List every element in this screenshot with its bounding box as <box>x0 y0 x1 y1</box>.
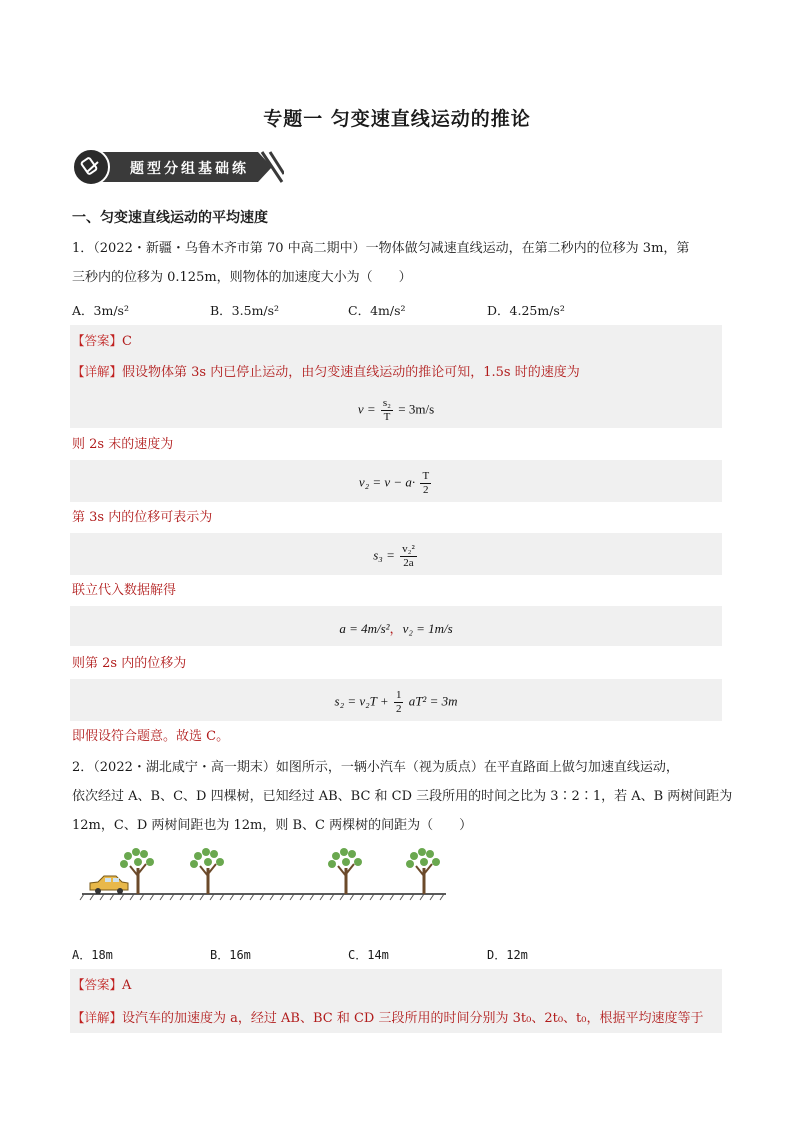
eq5-rhs: aT² = 3m <box>408 693 458 709</box>
eq1-lhs: v = <box>357 401 376 417</box>
eq3-den: 2a <box>403 557 414 569</box>
eq2-den: 2 <box>423 484 429 496</box>
eq4-sep: ， <box>389 621 403 636</box>
equation-5 <box>70 689 722 716</box>
q2-option-b: B．16m <box>210 948 251 962</box>
eq3-lhs: s₃ = <box>373 547 395 563</box>
q2-stem-line2: 依次经过 A、B、C、D 四棵树，已知经过 AB、BC 和 CD 三段所用的时间之比为 3∶2∶1，若 A、B 两树间距为 <box>72 789 733 804</box>
eq1-fraction <box>381 397 393 424</box>
q2-option-a: A．18m <box>72 948 113 962</box>
q1-step-4: 则第 2s 内的位移为 <box>72 656 187 671</box>
q1-step-1: 则 2s 末的速度为 <box>72 437 174 452</box>
q1-conclusion: 即假设符合题意。故选 C。 <box>72 729 230 744</box>
q2-figure <box>78 842 450 904</box>
q1-option-c: C．4m/s² <box>348 303 406 318</box>
detail-tag: 【详解】 <box>72 1010 123 1025</box>
answer-value: A <box>122 978 132 993</box>
q2-answer <box>72 975 131 996</box>
eq5-fraction <box>394 689 404 716</box>
equation-1 <box>70 397 722 424</box>
eq1-rhs: = 3m/s <box>398 401 435 417</box>
eq2-fraction <box>420 470 431 497</box>
tree-d-icon <box>406 848 440 894</box>
q1-stem-line2: 三秒内的位移为 0.125m，则物体的加速度大小为（ ） <box>72 270 412 285</box>
section-heading: 一、匀变速直线运动的平均速度 <box>72 210 268 226</box>
q1-stem-line1: 1．（2022・新疆・乌鲁木齐市第 70 中高二期中）一物体做匀减速直线运动，在第二秒内的位移为 3m，第 <box>72 241 690 256</box>
eq3-fraction <box>400 543 417 570</box>
eq4-part1: a = 4m/s² <box>339 621 390 636</box>
q2-stem-line3: 12m，C、D 两树间距也为 12m，则 B、C 两棵树的间距为（ ） <box>72 818 473 833</box>
q1-step-3: 联立代入数据解得 <box>72 583 177 598</box>
eq2-lhs: v₂ = v − a· <box>358 474 416 490</box>
answer-tag: 【答案】 <box>72 977 123 992</box>
answer-tag: 【答案】 <box>72 333 123 348</box>
eq1-den: T <box>383 411 391 423</box>
road-figure <box>78 842 450 904</box>
q2-option-c: C．14m <box>348 948 389 962</box>
q1-option-a: A．3m/s² <box>72 303 129 318</box>
detail-tag: 【详解】 <box>72 364 123 379</box>
equation-3 <box>70 543 722 570</box>
equation-2 <box>70 470 722 497</box>
car-icon <box>90 876 128 894</box>
eq4-part2: v₂ = 1m/s <box>402 621 453 636</box>
page-title: 专题一 匀变速直线运动的推论 <box>263 108 531 130</box>
q2-detail <box>72 1008 703 1029</box>
q2-stem-line1: 2．（2022・湖北咸宁・高一期末）如图所示，一辆小汽车（视为质点）在平直路面上做匀加速直线运动， <box>72 760 679 775</box>
equation-4 <box>70 618 722 637</box>
section-banner <box>72 148 284 186</box>
q1-option-b: B．3.5m/s² <box>210 303 280 318</box>
banner-label: 题型分组基础练 <box>130 161 249 177</box>
q2-option-d: D．12m <box>487 948 528 962</box>
eq1-num: s₂ <box>382 397 392 409</box>
eq5-lhs: s₂ = v₂T + <box>334 693 389 709</box>
q1-option-d: D．4.25m/s² <box>487 303 565 318</box>
eq2-num: T <box>422 470 430 482</box>
tree-b-icon <box>190 848 224 894</box>
road-hatching <box>80 894 444 900</box>
eq5-den: 2 <box>395 703 402 715</box>
tree-c-icon <box>328 848 362 894</box>
eq5-num: 1 <box>395 689 402 701</box>
q1-step-2: 第 3s 内的位移可表示为 <box>72 510 213 525</box>
q1-answer <box>72 331 132 352</box>
eq3-num: v₂² <box>402 543 415 555</box>
detail-text: 设汽车的加速度为 a，经过 AB、BC 和 CD 三段所用的时间分别为 3t₀、2t₀、t₀，根据平均速度等于 <box>122 1011 704 1026</box>
q1-detail <box>72 362 580 383</box>
answer-value: C <box>122 334 132 349</box>
detail-intro: 假设物体第 3s 内已停止运动，由匀变速直线运动的推论可知，1.5s 时的速度为 <box>122 365 580 380</box>
